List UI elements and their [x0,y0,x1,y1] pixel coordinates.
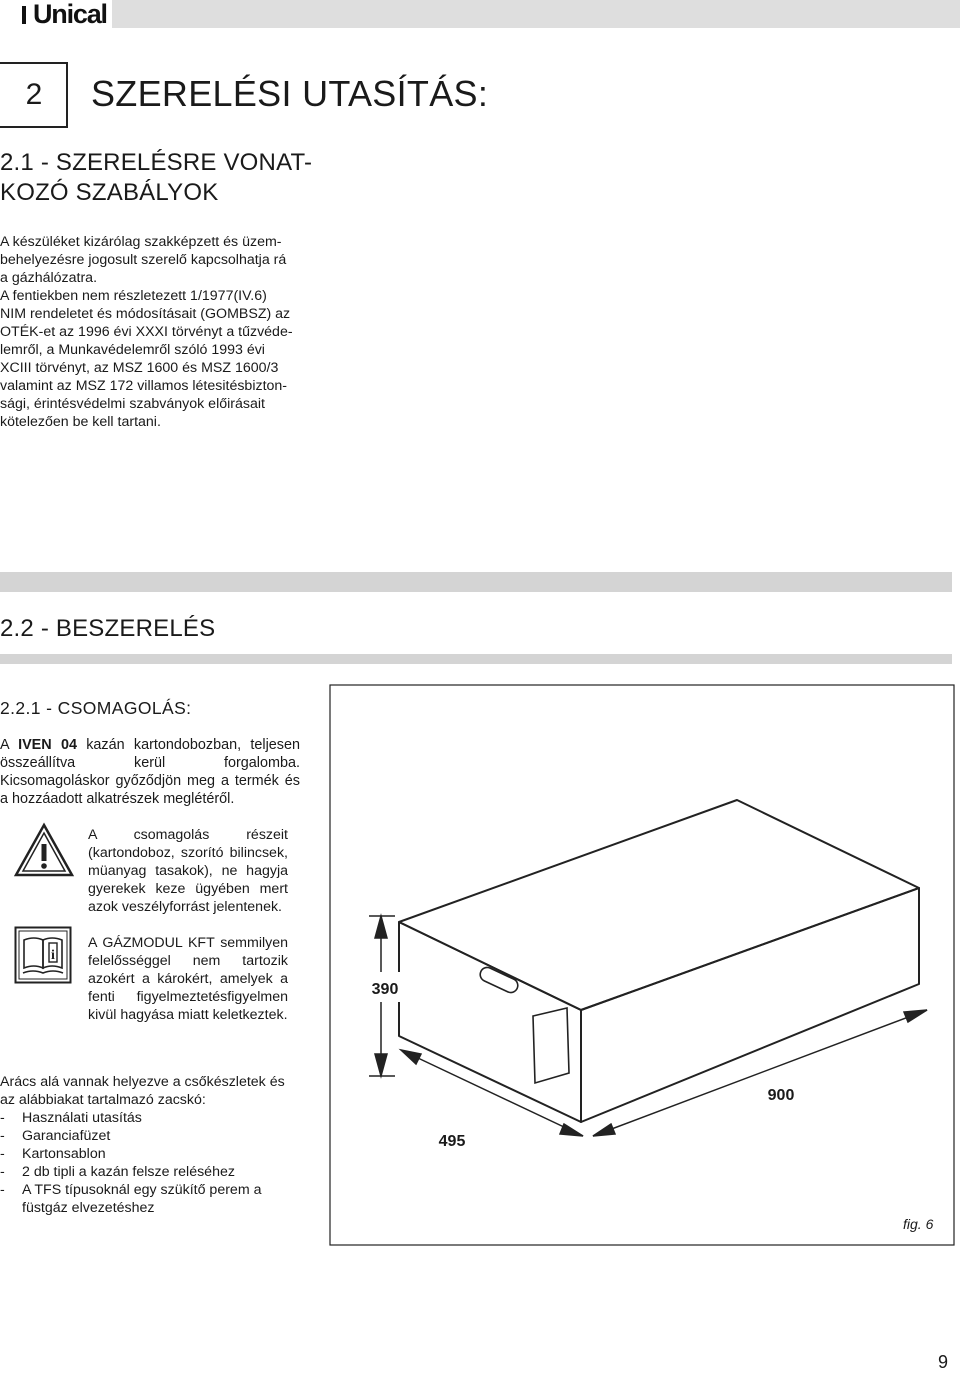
list-item: - Használati utasítás [0,1109,300,1127]
body-line: XCIII törvényt, az MSZ 1600 és MSZ 1600/3 [0,360,279,376]
packaging-intro [0,736,300,808]
section-divider-top [0,572,952,592]
label-window [533,1008,569,1083]
section-divider-bottom [0,654,952,664]
body-line: sági, érintésvédelmi szabványok előirásait [0,396,265,412]
carton-top-face [399,800,919,1010]
section-2-2-1-title: 2.2.1 - CSOMAGOLÁS: [0,698,192,718]
brand-mark [22,6,26,24]
body-line: A készüléket kizárólag szakképzett és üzem- [0,234,282,250]
figure-caption: fig. 6 [903,1216,934,1232]
model-name: IVEN 04 [18,737,77,753]
warning-text: A csomagolás részeit (kartondoboz, szorító bilincsek, müanyag tasakok), ne hagyja gyerekek keze ügyében mert azok veszélyforrást jelentenek. [88,827,288,915]
figure-frame [330,685,954,1245]
section-2-1-title [0,148,312,208]
read-manual-icon [14,926,72,984]
svg-text:i: i [51,948,55,963]
chapter-number: 2 [25,78,43,111]
depth-dimension [401,1050,583,1136]
depth-label: 495 [438,1133,466,1150]
body-line: OTÉK-et az 1996 évi XXXI törvényt a tűzvéde- [0,324,293,340]
list-item: - 2 db tipli a kazán felsze reléséhez [0,1163,300,1181]
carton-box [399,800,919,1122]
section-2-2-title: 2.2 - BESZERELÉS [0,615,216,642]
parts-section [0,1073,300,1217]
list-item: - A TFS típusoknál egy szükítő perem a füstgáz elvezetéshez [0,1181,300,1217]
page-number: 9 [938,1352,949,1372]
body-line: kötelezően be kell tartani. [0,414,161,430]
carton-right-face [581,888,919,1122]
figure-box-drawing [329,684,955,1246]
section-2-1-title-line1: 2.1 - SZERELÉSRE VONAT- [0,149,313,176]
height-label: 390 [371,981,399,998]
warning-triangle-icon [13,822,75,878]
body-line: NIM rendeletet és módosításait (GOMBSZ) az [0,306,291,322]
section-2-1-body [0,233,310,431]
intro-text: kazán kartondobozban, teljesen összeállítva kerül forgalomba. Kicsomagoláskor győződjön meg a termék és a hozzáadott alkatrészek meglétéről. [0,737,300,807]
info-text: A GÁZMODUL KFT semmilyen felelősséggel nem tartozik azokért a károkért, amelyek a fenti figyelmeztetésfigyelmen kivül hagyása miatt keletkeztek. [88,935,288,1023]
length-label: 900 [767,1087,795,1104]
body-line: A fentiekben nem részletezett 1/1977(IV.6) [0,288,267,304]
body-line: a gázhálózatra. [0,270,98,286]
section-2-1-title-line2: KOZÓ SZABÁLYOK [0,179,219,206]
body-line: lemről, a Munkavédelemről szóló 1993 évi [0,342,265,358]
header-bar [0,0,960,28]
list-item: - Garanciafüzet [0,1127,300,1145]
intro-prefix: A [0,737,19,753]
list-item: - Kartonsablon [0,1145,300,1163]
parts-intro: Arács alá vannak helyezve a csőkészletek és az alábbiakat tartalmazó zacskó: [0,1074,285,1108]
body-line: valamint az MSZ 172 villamos létesitésbizton- [0,378,288,394]
brand-logo: Unical [33,0,107,29]
chapter-title: SZERELÉSI UTASÍTÁS: [91,73,489,114]
body-line: behelyezésre jogosult szerelő kapcsolhatja rá [0,252,287,268]
length-dimension [593,1010,927,1136]
parts-list [0,1109,300,1217]
